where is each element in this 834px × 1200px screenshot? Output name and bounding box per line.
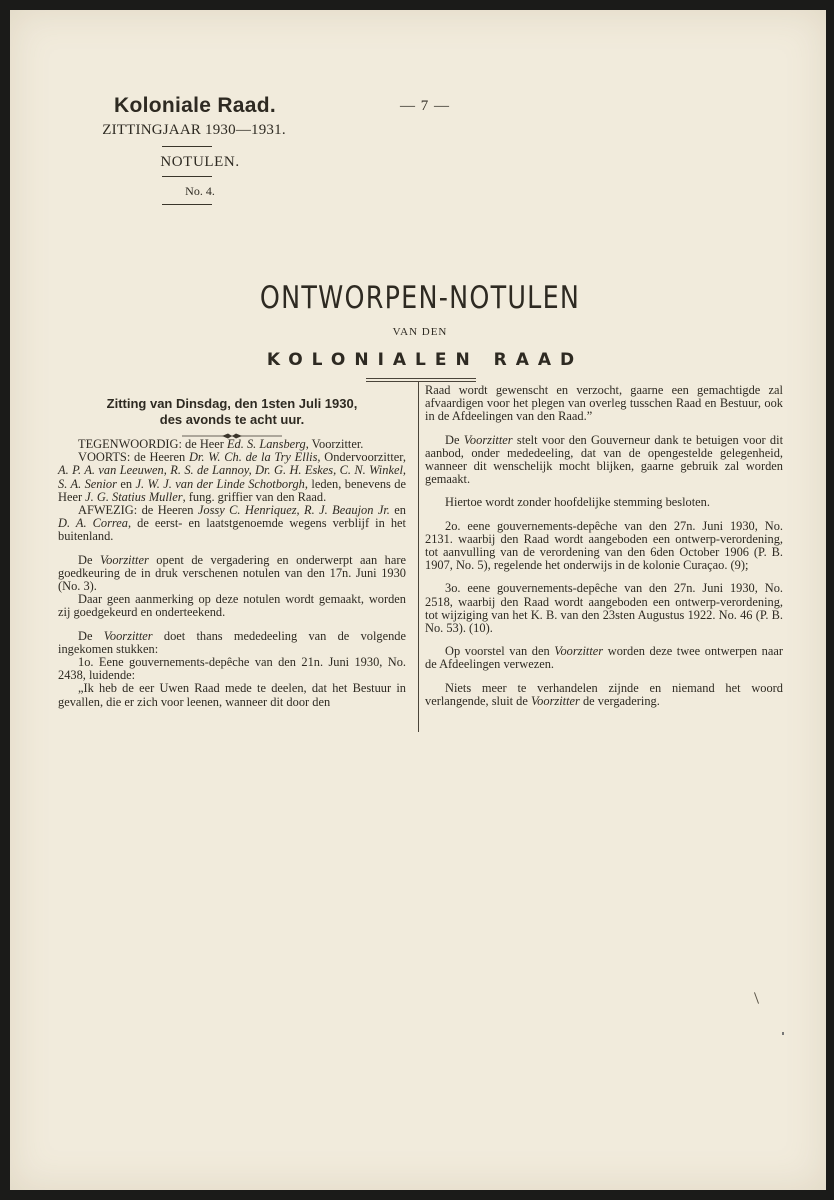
main-title: ONTWORPEN-NOTULEN <box>259 280 581 316</box>
session-heading <box>58 396 406 428</box>
paragraph-announcement: De Voorzitter doet thans mededeeling van de volgende ingekomen stukken: <box>58 628 406 656</box>
column-divider <box>418 382 419 732</box>
council-title: Koloniale Raad. <box>113 94 277 117</box>
masthead-subtitle: VAN DEN <box>392 326 448 338</box>
session-time: des avonds te acht uur. <box>159 412 305 427</box>
page-number: — 7 — <box>400 98 450 114</box>
header-divider <box>162 146 212 147</box>
right-column <box>425 384 783 708</box>
banner-rule <box>366 378 476 379</box>
paragraph-approval: Daar geen aanmerking op deze notulen wordt gemaakt, worden zij goedgekeurd en onderteekend. <box>58 592 406 620</box>
paragraph-quote-continued: Raad wordt gewenscht en verzocht, gaarne een gemachtigde zal afvaardigen voor het plegen van overleg tusschen Raad en Bestuur, ook in de Afdeelingen van den Raad.” <box>425 383 783 424</box>
pencil-mark <box>754 992 759 1004</box>
paragraph-closing: Niets meer te verhandelen zijnde en niemand het woord verlangende, sluit de Voorzitter de vergadering. <box>425 680 783 708</box>
paragraph-item-3: 3o. eene gouvernements-depêche van den 27n. Juni 1930, No. 2518, waarbij den Raad wordt aangeboden een ontwerp-verordening, tot wijziging van het K. B. van den 23sten Augustus 1922. No. 46 (P. B. No. 53). (10). <box>425 581 783 636</box>
attendees-further: VOORTS: de Heeren Dr. W. Ch. de la Try Ellis, Ondervoorzitter, A. P. A. van Leeuwen, R. S. de Lannoy, Dr. G. H. Eskes, C. N. Winkel, S. A. Senior en J. W. J. van der Linde Schotborgh, leden, benevens de Heer J. G. Statius Muller, fung. griffier van den Raad. <box>58 450 407 504</box>
paragraph-referral: Op voorstel van den Voorzitter worden deze twee ontwerpen naar de Afdeelingen verwezen. <box>425 644 783 672</box>
document-page <box>10 10 826 1190</box>
minutes-number: No. 4. <box>185 184 215 198</box>
banner-rule <box>366 381 476 382</box>
council-banner-text: KOLONIALEN RAAD <box>266 350 584 370</box>
paragraph-opening: De Voorzitter opent de vergadering en onderwerpt aan hare goedkeuring de in druk verschenen notulen van den 17n. Juni 1930 (No. 3). <box>58 552 406 594</box>
paragraph-thanks: De Voorzitter stelt voor den Gouverneur dank te betuigen voor dit aanbod, onder mededeeling, dat van de opengestelde gelegenheid, wanneer dit wenschelijk mocht blijken, gaarne gebruik zal worden gemaakt. <box>425 432 784 487</box>
paragraph-quote: „Ik heb de eer Uwen Raad mede te deelen, dat het Bestuur in gevallen, die er zich voor leenen, wanneer dit door den <box>58 681 406 709</box>
header-divider <box>162 176 212 177</box>
paragraph-item-1: 1o. Eene gouvernements-depêche van den 21n. Juni 1930, No. 2438, luidende: <box>58 655 406 683</box>
session-date: Zitting van Dinsdag, den 1sten Juli 1930, <box>106 396 358 411</box>
section-label: NOTULEN. <box>160 154 240 170</box>
paragraph-item-2: 2o. eene gouvernements-depêche van den 27n. Juni 1930, No. 2131. waarbij den Raad wordt aangeboden een ontwerp-verordening, tot aanvulling van de verordening van den 6den October 1906 (P. B. 1907, No. 5), regelende het onderwijs in de kolonie Curaçao. (9); <box>425 518 783 573</box>
paper-speck <box>782 1032 784 1035</box>
header-divider <box>162 204 212 205</box>
session-year: ZITTINGJAAR 1930—1931. <box>102 122 286 138</box>
attendees-absent: AFWEZIG: de Heeren Jossy C. Henriquez, R. J. Beaujon Jr. en D. A. Correa, de eerst- en laatstgenoemde wegens verblijf in het buitenland. <box>58 503 406 544</box>
paragraph-decision: Hiertoe wordt zonder hoofdelijke stemming besloten. <box>445 495 710 510</box>
attendees-present: TEGENWOORDIG: de Heer Ed. S. Lansberg, Voorzitter. <box>78 437 364 451</box>
council-banner <box>190 343 660 373</box>
left-column <box>58 438 406 709</box>
